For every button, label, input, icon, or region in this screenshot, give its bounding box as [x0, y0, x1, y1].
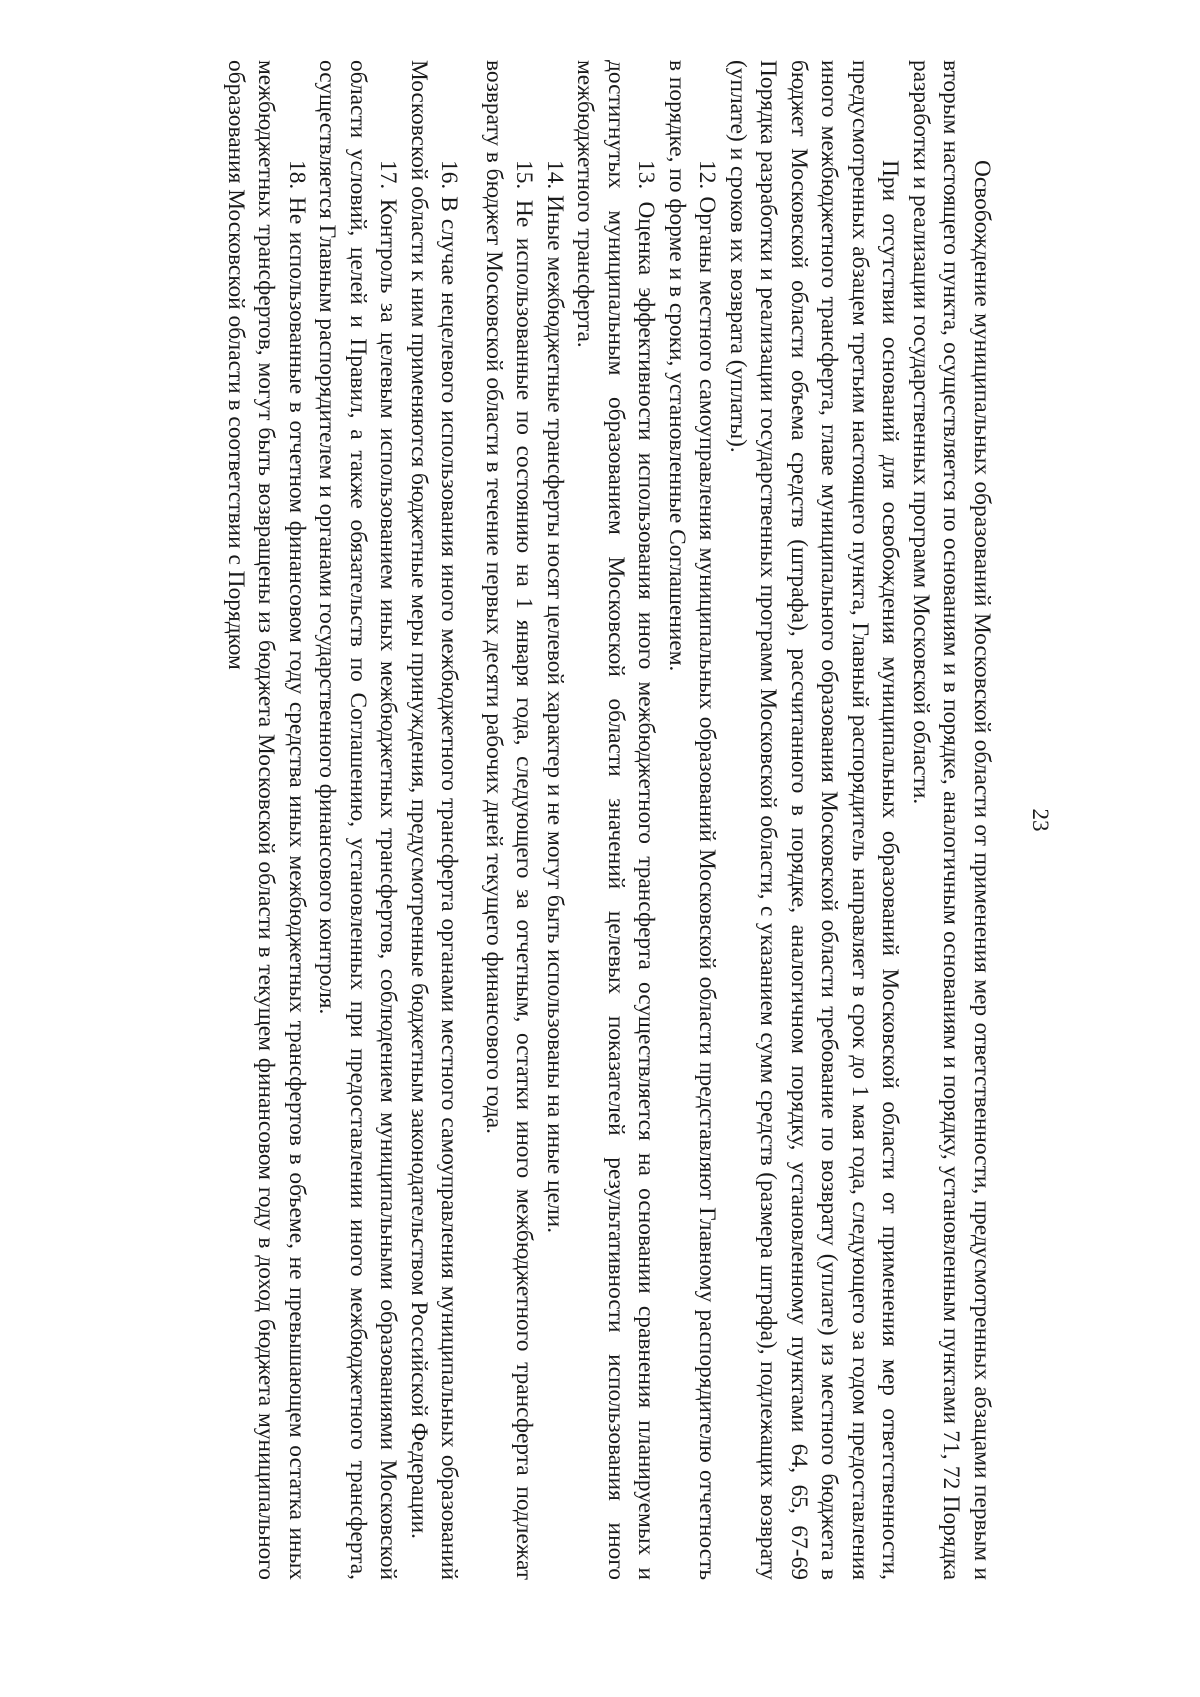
- body-text: [221, 60, 998, 1580]
- page-number: 23: [1028, 808, 1053, 832]
- paragraph: 13. Оценка эффективности использования иного межбюджетного трансферта осуществляется на основании сравнения планируемых и достигнутых муниципальным образованием Московской области значений целевых показателей результативности использования иного межбюджетного трансферта.: [572, 60, 660, 1580]
- rotated-page-content: [145, 60, 1055, 1580]
- paragraph: 15. Не использованные по состоянию на 1 января года, следующего за отчетным, остатки иного межбюджетного трансферта подлежат возврату в бюджет Московской области в течение первых десяти рабочих дней текущего финансового года.: [481, 60, 538, 1580]
- paragraph: 14. Иные межбюджетные трансферты носят целевой характер и не могут быть использованы на иные цели.: [542, 160, 568, 1234]
- paragraph: 18. Не использованные в отчетном финансовом году средства иных межбюджетных трансфертов в объеме, не превышающем остатка иных межбюджетных трансфертов, могут быть возвращены из бюджета Московской области в текущем финансовом году в доход бюджета муниципального образования Московской области в соответствии с Порядком: [223, 60, 310, 1580]
- paragraph: При отсутствии оснований для освобождения муниципальных образований Московской области от применения мер ответственности, предусмотренных абзацем третьим настоящего пункта, Главный распорядитель направляет в срок до 1 мая года, следующего за годом предоставления иного межбюджетного трансферта, главе муниципального образования Московской области требование по возврату (уплате) из местного бюджета в бюджет Московской области объема средств (штрафа), рассчитанного в порядке, аналогичном порядку, установленному пунктами 64, 65, 67-69 Порядка разработки и реализации государственных программ Московской области, с указанием сумм средств (размера штрафа), подлежащих возврату (уплате) и сроков их возврата (уплаты).: [725, 60, 904, 1580]
- paragraph: 12. Органы местного самоуправления муниципальных образований Московской области представляют Главному распорядителю отчетность в порядке, по форме и в сроки, установленные Соглашением.: [664, 60, 721, 1580]
- paragraph: Освобождение муниципальных образований Московской области от применения мер ответственности, предусмотренных абзацами первым и вторым настоящего пункта, осуществляется по основаниям и в порядке, аналогичным основаниям и порядку, установленным пунктами 71, 72 Порядка разработки и реализации государственных программ Московской области.: [908, 60, 995, 1580]
- paragraph: 16. В случае нецелевого использования иного межбюджетного трансферта органами местного самоуправления муниципальных образований Московской области к ним применяются бюджетные меры принуждения, предусмотренные бюджетным законодательством Российской Федерации.: [406, 60, 463, 1580]
- paragraph: 17. Контроль за целевым использованием иных межбюджетных трансфертов, соблюдением муниципальными образованиями Московской области условий, целей и Правил, а также обязательств по Соглашению, установленных при предоставлении иного межбюджетного трансферта, осуществляется Главным распорядителем и органами государственного финансового контроля.: [314, 60, 402, 1580]
